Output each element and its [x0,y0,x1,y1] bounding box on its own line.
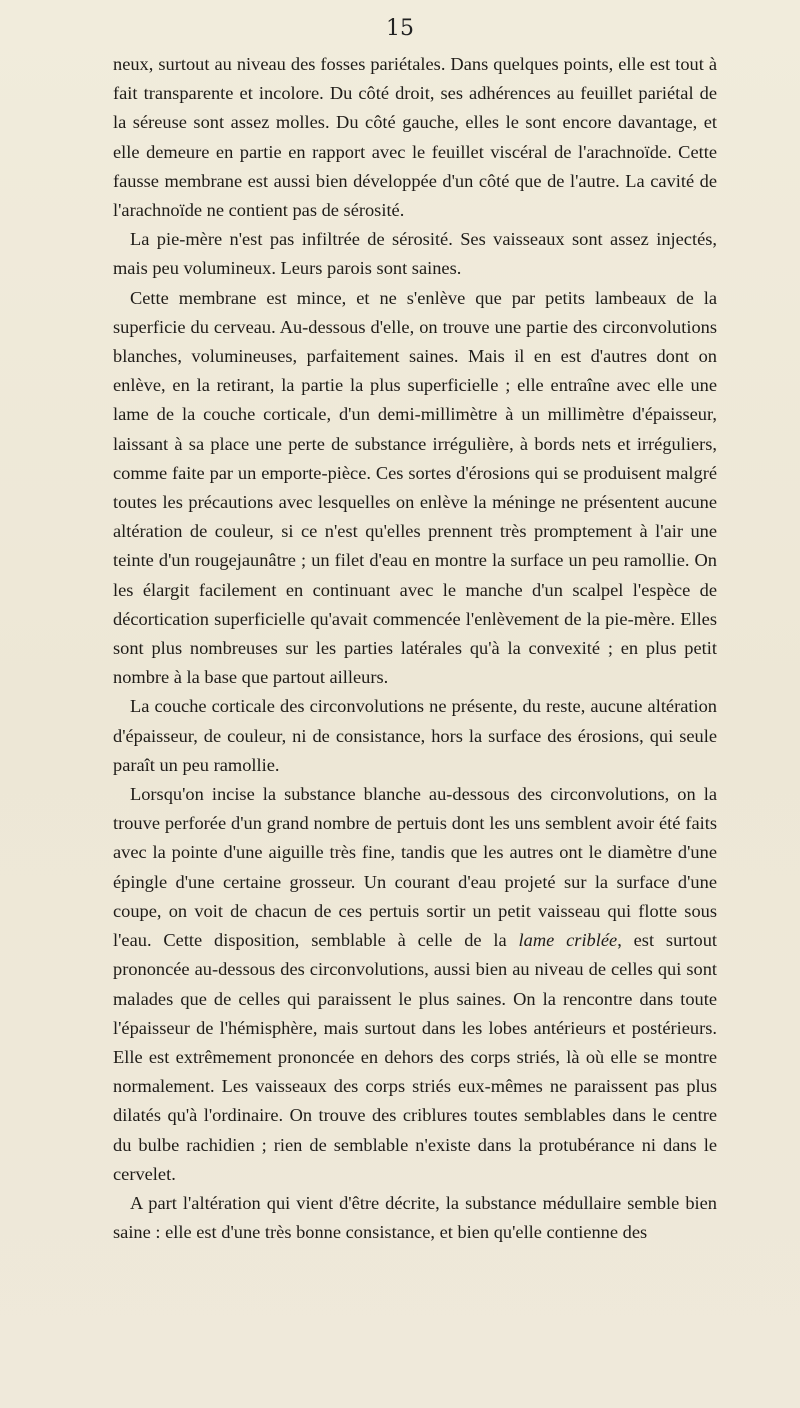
paragraph-4: La couche corticale des circonvolutions ne présente, du reste, aucune altération d'épaisseur, de couleur, ni de consistance, hors la surface des érosions, qui seule paraît un peu ramollie. [113,696,717,775]
paragraph-5-part-2: , est surtout prononcée au-dessous des circonvolutions, aussi bien au niveau de celles qui sont malades que de celles qui paraissent le plus saines. On la rencontre dans toute l'épaisseur de l'hémisphère, mais surtout dans les lobes antérieurs et postérieurs. Elle est extrêmement prononcée en dehors des corps striés, là où elle se montre normalement. Les vaisseaux des corps striés eux-mêmes ne paraissent pas plus dilatés qu'à l'ordinaire. On trouve des criblures toutes semblables dans le centre du bulbe rachidien ; rien de semblable n'existe dans la protubérance ni dans le cervelet. [113,930,717,1184]
paragraph-3: Cette membrane est mince, et ne s'enlève que par petits lambeaux de la superficie du cerveau. Au-dessous d'elle, on trouve une partie des circonvolutions blanches, volumineuses, parfaitement saines. Mais il en est d'autres dont on enlève, en la retirant, la partie la plus superficielle ; elle entraîne avec elle une lame de la couche corticale, d'un demi-millimètre à un millimètre d'épaisseur, laissant à sa place une perte de substance irrégulière, à bords nets et irréguliers, comme faite par un emporte-pièce. Ces sortes d'érosions qui se produisent malgré toutes les précautions avec lesquelles on enlève la méninge ne présentent aucune altération de couleur, si ce n'est qu'elles prennent très promptement à l'air une teinte d'un rougejaunâtre ; un filet d'eau en montre la surface un peu ramollie. On les élargit facilement en continuant avec le manche d'un scalpel l'espèce de décortication superficielle qu'avait commencée l'enlèvement de la pie-mère. Elles sont plus nombreuses sur les parties latérales qu'à la convexité ; en plus petit nombre à la base que partout ailleurs. [113,287,717,688]
paragraph-5-part-1: Lorsqu'on incise la substance blanche au-dessous des circonvolutions, on la trouve perforée d'un grand nombre de pertuis dont les uns semblent avoir été faits avec la pointe d'une aiguille très fine, tandis que les autres ont le diamètre d'une épingle d'une certaine grosseur. Un courant d'eau projeté sur la surface d'une coupe, on voit de chacun de ces pertuis sortir un petit vaisseau qui flotte sous l'eau. Cette disposition, semblable à celle de la [113,784,717,951]
paragraph-5 [113,780,717,1189]
body-text [113,50,717,1247]
paragraph-1: neux, surtout au niveau des fosses pariétales. Dans quelques points, elle est tout à fait transparente et incolore. Du côté droit, ses adhérences au feuillet pariétal de la séreuse sont assez molles. Du côté gauche, elles le sont encore davantage, et elle demeure en partie en rapport avec le feuillet viscéral de l'arachnoïde. Cette fausse membrane est aussi bien développée d'un côté que de l'autre. La cavité de l'arachnoïde ne contient pas de sérosité. [113,54,717,221]
page-number: 15 [386,16,414,41]
emphasis-lame-criblee: lame criblée [518,930,618,951]
paragraph-6: A part l'altération qui vient d'être décrite, la substance médullaire semble bien saine : elle est d'une très bonne consistance, et bien qu'elle contienne des [113,1192,717,1243]
paragraph-2: La pie-mère n'est pas infiltrée de sérosité. Ses vaisseaux sont assez injectés, mais peu volumineux. Leurs parois sont saines. [113,229,717,279]
